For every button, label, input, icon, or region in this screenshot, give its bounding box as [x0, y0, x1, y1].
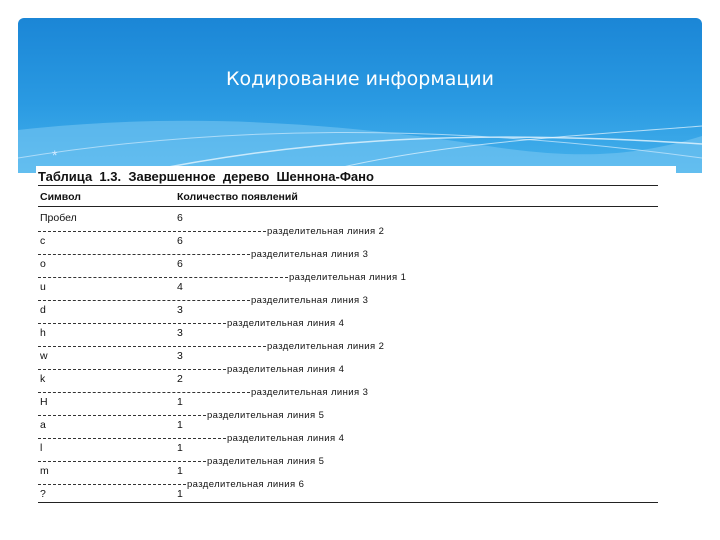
table-top-rule: [38, 185, 658, 186]
split-line: [38, 453, 325, 468]
count-cell: 1: [177, 396, 183, 408]
symbol-cell: H: [40, 396, 48, 408]
count-cell: 3: [177, 327, 183, 339]
split-line: [38, 430, 345, 445]
split-label: разделительная линия 2: [267, 226, 385, 238]
split-label: разделительная линия 5: [207, 410, 325, 422]
split-label: разделительная линия 6: [187, 479, 305, 491]
scanned-table: [36, 166, 676, 511]
slide-title: Кодирование информации: [226, 68, 494, 90]
split-line: [38, 315, 345, 330]
bullet-icon: *: [52, 147, 58, 163]
split-line: [38, 269, 407, 284]
split-line: [38, 223, 385, 238]
slide-header: [18, 18, 702, 173]
split-dash: [38, 323, 226, 324]
count-cell: 3: [177, 350, 183, 362]
symbol-cell: ?: [40, 488, 46, 500]
split-dash: [38, 484, 186, 485]
split-line: [38, 361, 345, 376]
split-line: [38, 476, 305, 491]
wave-decoration: [18, 18, 702, 173]
split-line: [38, 407, 325, 422]
split-dash: [38, 438, 226, 439]
symbol-cell: h: [40, 327, 46, 339]
split-line: [38, 338, 385, 353]
symbol-cell: w: [40, 350, 48, 362]
symbol-cell: с: [40, 235, 46, 247]
split-dash: [38, 369, 226, 370]
split-dash: [38, 300, 250, 301]
symbol-cell: m: [40, 465, 49, 477]
count-cell: 3: [177, 304, 183, 316]
split-line: [38, 384, 369, 399]
split-label: разделительная линия 4: [227, 433, 345, 445]
split-label: разделительная линия 3: [251, 295, 369, 307]
header-count: Количество появлений: [177, 191, 298, 203]
split-dash: [38, 231, 266, 232]
table-bottom-rule: [38, 502, 658, 503]
split-label: разделительная линия 4: [227, 318, 345, 330]
split-label: разделительная линия 3: [251, 387, 369, 399]
split-dash: [38, 346, 266, 347]
count-cell: 2: [177, 373, 183, 385]
symbol-cell: Пробел: [40, 212, 77, 224]
split-dash: [38, 392, 250, 393]
count-cell: 1: [177, 488, 183, 500]
split-dash: [38, 461, 206, 462]
count-cell: 1: [177, 442, 183, 454]
symbol-cell: a: [40, 419, 46, 431]
split-line: [38, 292, 369, 307]
count-cell: 1: [177, 419, 183, 431]
split-dash: [38, 254, 250, 255]
table-caption: Таблица 1.3. Завершенное дерево Шеннона-Фано: [38, 169, 374, 184]
split-dash: [38, 277, 288, 278]
split-label: разделительная линия 2: [267, 341, 385, 353]
split-label: разделительная линия 4: [227, 364, 345, 376]
split-label: разделительная линия 3: [251, 249, 369, 261]
symbol-cell: l: [40, 442, 43, 454]
count-cell: 4: [177, 281, 183, 293]
symbol-cell: d: [40, 304, 46, 316]
symbol-cell: о: [40, 258, 46, 270]
header-symbol: Символ: [40, 191, 81, 203]
symbol-cell: u: [40, 281, 46, 293]
count-cell: 6: [177, 258, 183, 270]
count-cell: 1: [177, 465, 183, 477]
count-cell: 6: [177, 212, 183, 224]
symbol-cell: k: [40, 373, 46, 385]
split-dash: [38, 415, 206, 416]
split-line: [38, 246, 369, 261]
split-label: разделительная линия 1: [289, 272, 407, 284]
header-rule: [38, 206, 658, 207]
split-label: разделительная линия 5: [207, 456, 325, 468]
count-cell: 6: [177, 235, 183, 247]
